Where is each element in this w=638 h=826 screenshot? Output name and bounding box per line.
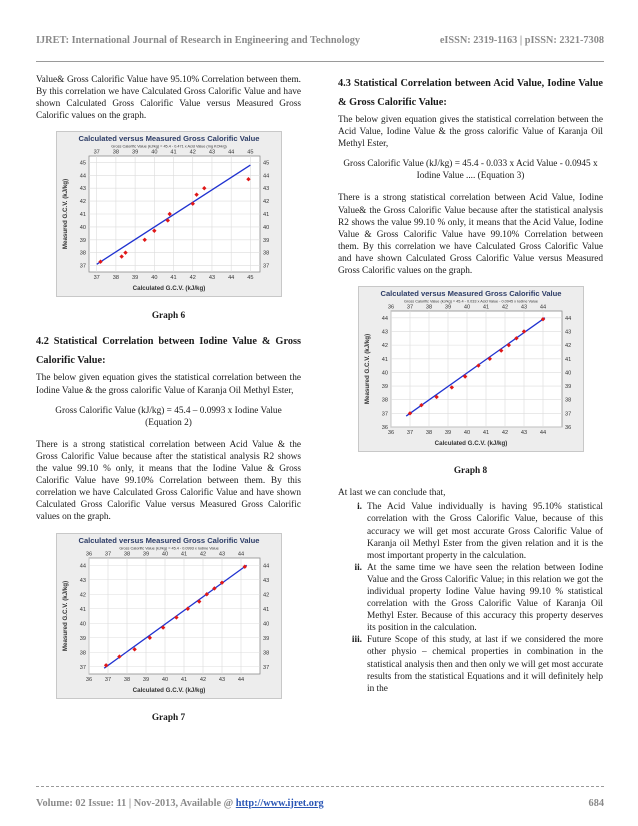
y-tick-label-right: 41 xyxy=(564,356,571,363)
journal-name: IJRET: International Journal of Research in Engineering and Technology xyxy=(36,35,361,46)
y-tick-label-right: 37 xyxy=(564,411,571,418)
chart-svg xyxy=(57,132,281,296)
page-header xyxy=(36,35,604,49)
footer-rule xyxy=(36,786,604,787)
y-tick-label: 39 xyxy=(79,635,86,642)
chart-subtitle: Gross Calorific Value (kJ/kg) = 45.4 - 0.471 x Acid Value (mg KOH/g) xyxy=(110,144,227,149)
x-tick-label: 42 xyxy=(501,430,508,437)
x-tick-label-top: 44 xyxy=(227,149,234,156)
y-tick-label: 37 xyxy=(79,664,86,671)
header-rule xyxy=(36,61,604,62)
chart-title: Calculated versus Measured Gross Calorific Value xyxy=(77,535,260,545)
x-tick-label: 41 xyxy=(169,275,177,282)
y-tick-label-right: 42 xyxy=(564,343,571,350)
equation-2: Gross Calorific Value (kJ/kg) = 45.4 – 0.0993 x Iodine Value (Equation 2) xyxy=(55,405,282,428)
x-tick-label: 39 xyxy=(131,275,138,282)
graph-6-caption: Graph 6 xyxy=(151,311,186,322)
y-tick-label: 39 xyxy=(79,238,86,245)
x-tick-label: 43 xyxy=(208,275,215,282)
x-tick-label-top: 41 xyxy=(180,551,187,557)
graph-6 xyxy=(56,131,282,297)
x-tick-label-top: 43 xyxy=(520,304,527,311)
x-tick-label: 42 xyxy=(199,676,206,683)
y-tick-label: 40 xyxy=(79,620,86,627)
y-tick-label: 44 xyxy=(381,315,388,322)
y-axis-label: Measured G.C.V. (kJ/kg) xyxy=(363,333,371,405)
plot-area xyxy=(89,558,260,674)
y-tick-label-right: 38 xyxy=(262,649,269,656)
volume-label: Volume: 02 Issue: 11 | Nov-2013, Available @ xyxy=(36,798,236,809)
y-tick-label: 37 xyxy=(79,263,86,270)
y-tick-label-right: 41 xyxy=(262,212,269,219)
y-tick-label: 44 xyxy=(79,562,86,569)
graph-8-caption: Graph 8 xyxy=(453,466,488,477)
issn-label: eISSN: 2319-1163 | pISSN: 2321-7308 xyxy=(439,35,604,46)
y-tick-label: 37 xyxy=(381,411,388,418)
y-tick-label-right: 36 xyxy=(564,425,571,432)
y-tick-label: 45 xyxy=(79,160,86,167)
y-tick-label: 36 xyxy=(381,425,388,432)
chart-title: Calculated versus Measured Gross Calorific Value xyxy=(77,134,260,144)
x-tick-label: 41 xyxy=(482,430,489,437)
y-tick-label-right: 41 xyxy=(262,606,269,613)
x-tick-label: 38 xyxy=(112,275,119,282)
y-tick-label-right: 37 xyxy=(262,664,269,671)
x-tick-label-top: 42 xyxy=(501,304,508,311)
y-tick-label: 39 xyxy=(381,384,388,391)
section-4-3-heading: 4.3 Statistical Correlation between Acid Value, Iodine Value & Gross Calorific Value: xyxy=(338,78,603,108)
x-tick-label-top: 39 xyxy=(131,149,138,156)
x-tick-label-top: 42 xyxy=(199,551,206,557)
x-tick-label: 39 xyxy=(444,430,451,437)
list-marker: iii. xyxy=(351,635,362,646)
x-tick-label: 40 xyxy=(161,676,168,683)
y-tick-label: 43 xyxy=(79,186,86,193)
x-tick-label-top: 36 xyxy=(85,551,92,557)
y-tick-label-right: 38 xyxy=(262,251,269,258)
journal-url-link[interactable]: http://www.ijret.org xyxy=(235,798,324,809)
y-axis-label: Measured G.C.V. (kJ/kg) xyxy=(61,179,69,250)
y-tick-label-right: 43 xyxy=(564,329,571,336)
y-tick-label-right: 45 xyxy=(262,160,269,167)
x-tick-label-top: 36 xyxy=(387,304,394,311)
y-tick-label-right: 40 xyxy=(262,620,269,627)
list-marker: ii. xyxy=(354,562,362,573)
x-tick-label-top: 40 xyxy=(150,149,157,156)
y-axis-label: Measured G.C.V. (kJ/kg) xyxy=(61,580,69,651)
plot-area xyxy=(391,311,562,427)
y-tick-label: 42 xyxy=(79,199,86,206)
y-tick-label-right: 40 xyxy=(564,370,571,377)
y-tick-label-right: 44 xyxy=(262,173,269,180)
y-tick-label: 44 xyxy=(79,173,86,180)
y-tick-label: 38 xyxy=(79,251,86,258)
x-tick-label: 38 xyxy=(425,430,432,437)
chart-subtitle: Gross Calorific Value (kJ/kg) = 45.4 - 0.0993 x Iodine Value xyxy=(118,546,219,550)
x-tick-label: 38 xyxy=(123,676,130,683)
x-tick-label: 43 xyxy=(218,676,225,683)
y-tick-label: 42 xyxy=(381,343,388,350)
section-4-3-paragraph: The below given equation gives the statistical correlation between the Acid Value, Iodine Value & the gross calorific Value of Karanja Oil Methyl Ester, xyxy=(338,115,603,150)
x-tick-label: 44 xyxy=(237,676,244,683)
graph-8 xyxy=(358,286,584,452)
y-tick-label: 43 xyxy=(79,577,86,584)
right-column xyxy=(338,74,603,695)
x-tick-label-top: 39 xyxy=(142,551,149,557)
y-tick-label: 40 xyxy=(79,225,86,232)
x-tick-label: 37 xyxy=(93,275,100,282)
x-tick-label-top: 37 xyxy=(93,149,100,156)
y-tick-label: 41 xyxy=(79,212,86,219)
y-tick-label-right: 39 xyxy=(262,238,269,245)
section-4-2-analysis: There is a strong statistical correlation between Acid Value & the Gross Calorific Value because after the statistical analysis R2 shows the value 99.10 % only, it means that the Iodine Value & Gross Calorific Value have 99.10% Correlation between them. By this correlation we have Calculated Gross Calorific Value and have shown Calculated Gross Calorific Value versus Measured Gross Calorific values on the graph. xyxy=(36,439,301,523)
x-tick-label-top: 45 xyxy=(246,149,254,156)
x-tick-label-top: 41 xyxy=(169,149,177,156)
x-tick-label: 45 xyxy=(246,275,254,282)
graph-7 xyxy=(56,533,282,699)
y-tick-label: 41 xyxy=(79,606,86,613)
y-tick-label-right: 40 xyxy=(262,225,269,232)
x-tick-label: 37 xyxy=(104,676,111,683)
x-tick-label: 40 xyxy=(150,275,157,282)
equation-3: Gross Calorific Value (kJ/kg) = 45.4 - 0.033 x Acid Value - 0.0945 x Iodine Value .... (Equation 3) xyxy=(343,159,598,182)
y-tick-label: 38 xyxy=(79,649,86,656)
y-tick-label-right: 37 xyxy=(262,263,269,270)
y-tick-label: 41 xyxy=(381,356,388,363)
x-tick-label: 36 xyxy=(85,676,92,683)
volume-info xyxy=(36,798,324,809)
intro-paragraph: Value& Gross Calorific Value have 95.10% Correlation between them. By this correlation we have Calculated Gross Calorific Value and have shown Calculated Gross Calorific Value versus Measured Gross Calorific values on the graph. xyxy=(36,75,301,122)
x-axis-label: Calculated G.C.V. (kJ/kg) xyxy=(132,285,205,293)
conclusion-item xyxy=(338,501,603,561)
chart-subtitle: Gross Calorific Value (kJ/kg) = 45.4 - 0.033 x Acid Value - 0.0945 x Iodine Value xyxy=(403,299,538,304)
y-tick-label: 42 xyxy=(79,591,86,598)
chart-svg xyxy=(57,534,281,698)
x-tick-label-top: 41 xyxy=(482,304,489,311)
x-tick-label-top: 44 xyxy=(539,304,546,311)
conclusion-item xyxy=(338,562,603,635)
x-tick-label-top: 44 xyxy=(237,551,244,557)
x-tick-label: 39 xyxy=(142,676,149,683)
y-tick-label: 40 xyxy=(381,370,388,377)
x-tick-label-top: 40 xyxy=(161,551,168,557)
chart-title: Calculated versus Measured Gross Calorific Value xyxy=(379,289,562,299)
y-tick-label-right: 44 xyxy=(564,315,571,322)
y-tick-label-right: 43 xyxy=(262,186,269,193)
x-tick-label-top: 38 xyxy=(425,304,432,311)
conclusion-text: The Acid Value individually is having 95.10% statistical correlation with the Gross Calorific Value, because of this accuracy we will get most accurate Gross Calorific Value of Karanja oil Methyl Ester from the given relation and it is the most important property in the calculation. xyxy=(367,502,603,561)
y-tick-label-right: 39 xyxy=(262,635,269,642)
x-tick-label-top: 40 xyxy=(463,304,470,311)
section-4-2-heading: 4.2 Statistical Correlation between Iodine Value & Gross Calorific Value: xyxy=(36,336,301,367)
y-tick-label: 38 xyxy=(381,397,388,404)
graph-7-caption: Graph 7 xyxy=(151,712,186,723)
x-tick-label-top: 42 xyxy=(189,149,196,156)
x-tick-label-top: 38 xyxy=(123,551,130,557)
x-tick-label-top: 37 xyxy=(104,551,111,557)
page-footer xyxy=(36,798,604,812)
y-tick-label-right: 43 xyxy=(262,577,269,584)
y-tick-label: 43 xyxy=(381,329,388,336)
y-tick-label-right: 44 xyxy=(262,562,269,569)
x-tick-label: 36 xyxy=(387,430,394,437)
page-number: 684 xyxy=(588,798,604,809)
x-tick-label-top: 43 xyxy=(218,551,225,557)
y-tick-label-right: 38 xyxy=(564,397,571,404)
x-tick-label: 37 xyxy=(406,430,413,437)
x-tick-label: 44 xyxy=(227,275,234,282)
list-marker: i. xyxy=(357,502,362,513)
x-tick-label-top: 38 xyxy=(112,149,119,156)
y-tick-label-right: 42 xyxy=(262,591,269,598)
conclusion-text: At the same time we have seen the relation between Iodine Value and the Gross Calorific Value; in this relation we got the individual property Iodine Value having 99.10 % statistical correlation with the Gross Calorific Value of Karanja Oil Methyl Ester. Because of this accuracy this property deserves its position in the calculation. xyxy=(367,562,603,634)
chart-svg xyxy=(359,287,583,451)
x-tick-label: 44 xyxy=(539,430,546,437)
x-tick-label: 43 xyxy=(520,430,527,437)
x-tick-label: 41 xyxy=(180,676,187,683)
conclusion-text: Future Scope of this study, at last if we considered the more other physio – chemical properties in combination in the statistical analysis then and then only we will get most accurate results from the statistical Equations and it will definitely help in the xyxy=(367,635,603,694)
section-4-2-paragraph: The below given equation gives the statistical correlation between the Iodine Value & the gross calorific Value of Karanja Oil Methyl Ester, xyxy=(36,373,301,396)
x-tick-label-top: 37 xyxy=(406,304,413,311)
x-axis-label: Calculated G.C.V. (kJ/kg) xyxy=(434,440,507,448)
y-tick-label-right: 42 xyxy=(262,199,269,206)
x-tick-label: 40 xyxy=(463,430,470,437)
left-column xyxy=(36,74,301,734)
conclusion-intro: At last we can conclude that, xyxy=(338,488,446,499)
x-tick-label-top: 39 xyxy=(444,304,451,311)
section-4-3-analysis: There is a strong statistical correlation between Acid Value, Iodine Value& the Gross Calorific Value because after the statistical analysis R2 shows the value 99.10 % only, it means that the Acid Value, Iodine Value & Gross Calorific Value have 99.10% Correlation between them. By this correlation we have Calculated Gross Calorific Value and have shown Calculated Gross Calorific Value versus Measured Gross Calorific values on the graph. xyxy=(338,193,603,277)
y-tick-label-right: 39 xyxy=(564,384,571,391)
conclusion-item xyxy=(338,634,603,694)
conclusion-list xyxy=(338,501,603,695)
x-axis-label: Calculated G.C.V. (kJ/kg) xyxy=(132,686,205,694)
x-tick-label-top: 43 xyxy=(208,149,215,156)
x-tick-label: 42 xyxy=(189,275,196,282)
